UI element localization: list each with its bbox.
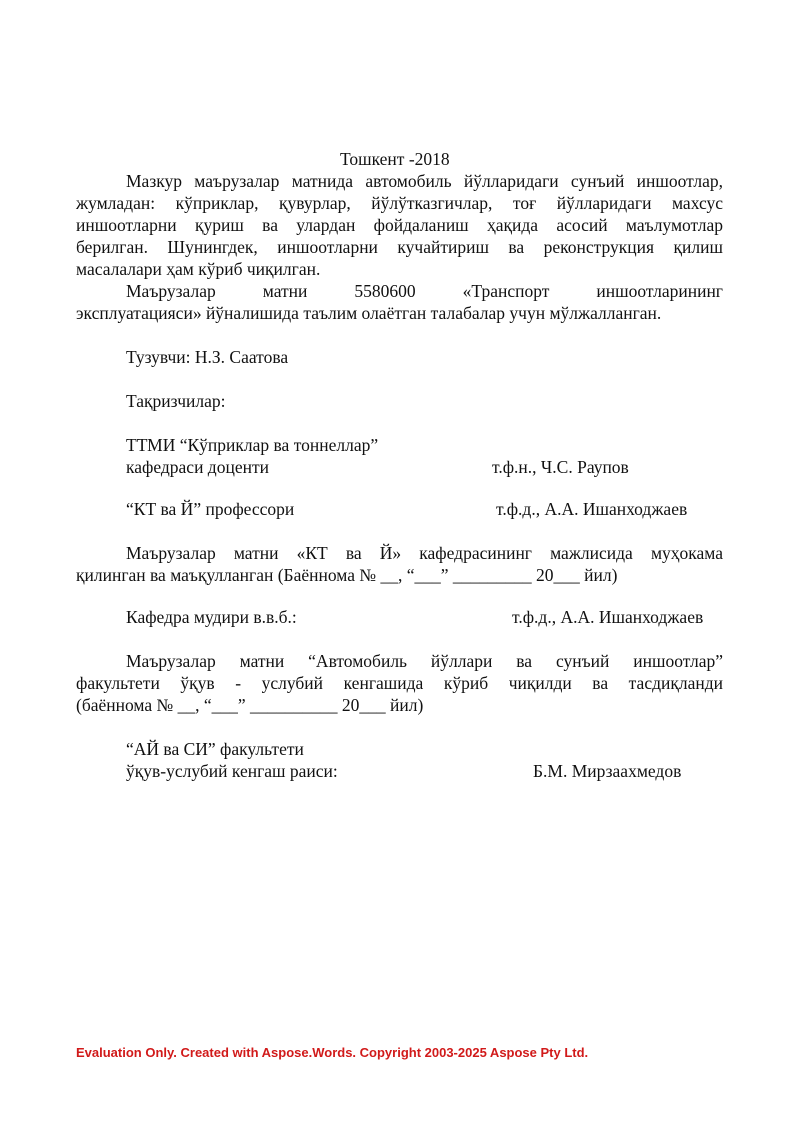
purpose-line-1: Маърузалар матни 5580600 «Транспорт иншоотларининг	[126, 281, 723, 301]
city-year-heading: Тошкент -2018	[340, 149, 450, 169]
abstract-line-5: масалалари ҳам кўриб чиқилган.	[76, 259, 321, 279]
approval-line-2: факультети ўқув - услубий кенгашида кўриб чиқилди ва тасдиқланди	[76, 673, 723, 693]
abstract-line-3: иншоотларни қуриш ва улардан фойдаланиш ҳақида асосий маълумотлар	[76, 215, 723, 235]
discussion-line-2: қилинган ва маъқулланган (Баённома № __, “___” _________ 20___ йил)	[76, 565, 618, 585]
council-faculty: “АЙ ва СИ” факультети	[126, 739, 304, 759]
reviewer-2-name: т.ф.д., А.А. Ишанходжаев	[496, 499, 688, 519]
evaluation-watermark: Evaluation Only. Created with Aspose.Words. Copyright 2003-2025 Aspose Pty Ltd.	[76, 1045, 589, 1060]
reviewer-2-org: “КТ ва Й” профессори	[126, 499, 295, 519]
purpose-line-2: эксплуатацияси» йўналишида таълим олаётган талабалар учун мўлжалланган.	[76, 303, 662, 323]
head-of-department-label: Кафедра мудири в.в.б.:	[126, 607, 297, 627]
council-chair-label: ўқув-услубий кенгаш раиси:	[126, 761, 338, 781]
discussion-line-1: Маърузалар матни «КТ ва Й» кафедрасининг мажлисида муҳокама	[126, 543, 723, 563]
abstract-line-1: Мазкур маърузалар матнида автомобиль йўлларидаги сунъий иншоотлар,	[126, 171, 723, 191]
reviewer-1-org-line-2: кафедраси доценти	[126, 457, 269, 477]
reviewer-1-name: т.ф.н., Ч.С. Раупов	[492, 457, 629, 477]
head-of-department-name: т.ф.д., А.А. Ишанходжаев	[512, 607, 704, 627]
approval-line-1: Маърузалар матни “Автомобиль йўллари ва сунъий иншоотлар”	[126, 651, 723, 671]
abstract-line-2: жумладан: кўприклар, қувурлар, йўлўтказгичлар, тоғ йўлларидаги махсус	[76, 193, 723, 213]
compiler: Тузувчи: Н.З. Саатова	[126, 347, 289, 367]
council-chair-name: Б.М. Мирзаахмедов	[533, 761, 682, 781]
reviewer-1-org-line-1: ТТМИ “Кўприклар ва тоннеллар”	[126, 435, 379, 455]
abstract-line-4: берилган. Шунингдек, иншоотларни кучайтириш ва реконструкция қилиш	[76, 237, 723, 257]
reviewers-label: Тақризчилар:	[126, 391, 226, 411]
approval-line-3: (баённома № __, “___” __________ 20___ йил)	[76, 695, 424, 715]
